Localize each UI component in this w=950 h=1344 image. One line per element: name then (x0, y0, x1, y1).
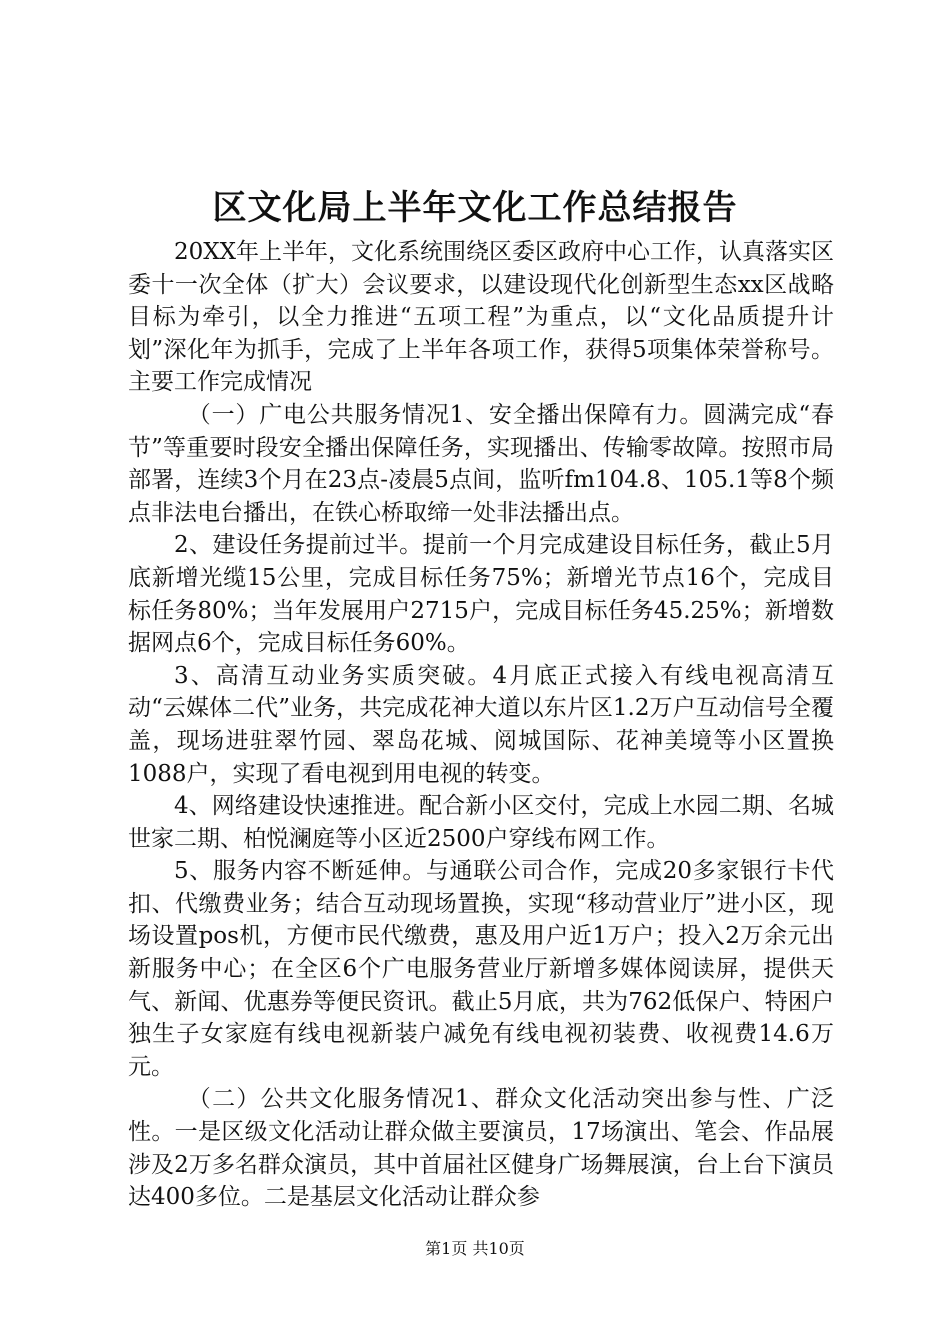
paragraph-construction-tasks: 2、建设任务提前过半。提前一个月完成建设目标任务，截止5月底新增光缆15公里，完成目标任务75%；新增光节点16个，完成目标任务80%；当年发展用户2715户，完成目标任务45.25%；新增数据网点6个，完成目标任务60%。 (128, 532, 834, 657)
paragraph-hd-interactive: 3、高清互动业务实质突破。4月底正式接入有线电视高清互动“云媒体二代”业务，共完成花神大道以东片区1.2万户互动信号全覆盖，现场进驻翠竹园、翠岛花城、阅城国际、花神美境等小区置换1088户，实现了看电视到用电视的转变。 (128, 662, 834, 787)
paragraph-public-culture: （二）公共文化服务情况1、群众文化活动突出参与性、广泛性。一是区级文化活动让群众做主要演员，17场演出、笔会、作品展涉及2万多名群众演员，其中首届社区健身广场舞展演，台上台下演员达400多位。二是基层文化活动让群众参 (128, 1086, 834, 1211)
paragraph-network-construction: 4、网络建设快速推进。配合新小区交付，完成上水园二期、名城世家二期、柏悦澜庭等小区近2500户穿线布网工作。 (128, 793, 834, 852)
document-body (128, 236, 834, 1214)
paragraph-broadcast-safety: （一）广电公共服务情况1、安全播出保障有力。圆满完成“春节”等重要时段安全播出保障任务，实现播出、传输零故障。按照市局部署，连续3个月在23点-凌晨5点间，监听fm104.8、105.1等8个频点非法电台播出，在铁心桥取缔一处非法播出点。 (128, 401, 834, 526)
document-title: 区文化局上半年文化工作总结报告 (212, 188, 738, 228)
paragraph-service-extension: 5、服务内容不断延伸。与通联公司合作，完成20多家银行卡代扣、代缴费业务；结合互动现场置换，实现“移动营业厅”进小区，现场设置pos机，方便市民代缴费，惠及用户近1万户；投入2万余元出新服务中心；在全区6个广电服务营业厅新增多媒体阅读屏，提供天气、新闻、优惠券等便民资讯。截止5月底，共为762低保户、特困户独生子女家庭有线电视新装户减免有线电视初装费、收视费14.6万元。 (128, 858, 834, 1080)
page-number-footer: 第1页 共10页 (425, 1239, 525, 1258)
paragraph-intro: 20XX年上半年，文化系统围绕区委区政府中心工作，认真落实区委十一次全体（扩大）会议要求，以建设现代化创新型生态xx区战略目标为牵引，以全力推进“五项工程”为重点，以“文化品质提升计划”深化年为抓手，完成了上半年各项工作，获得5项集体荣誉称号。主要工作完成情况 (128, 239, 835, 396)
